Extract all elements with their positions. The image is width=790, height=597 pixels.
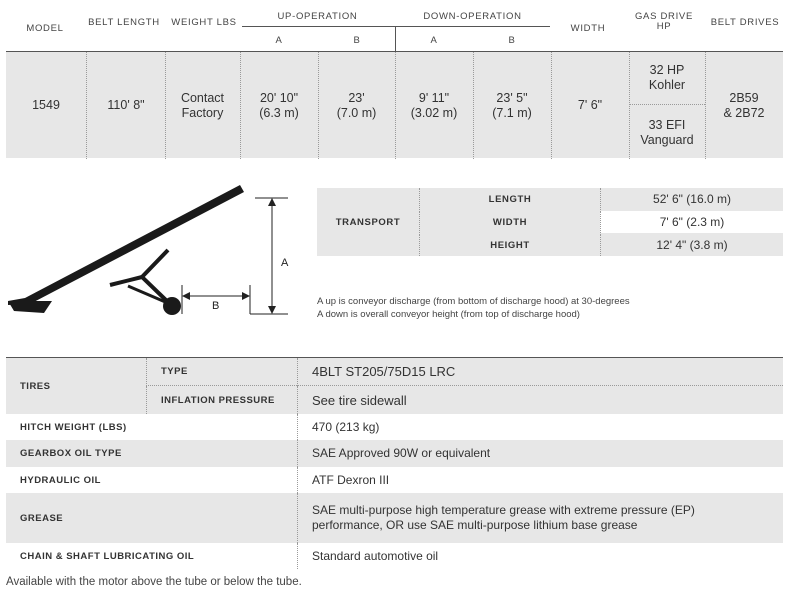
hitch-weight-value: 470 (213 kg)	[297, 414, 783, 440]
tires-type-value: 4BLT ST205/75D15 LRC	[297, 358, 783, 386]
dim-b-label: B	[212, 300, 220, 312]
header-down-operation: DOWN-OPERATION	[423, 11, 522, 22]
note-a-up: A up is conveyor discharge (from bottom of discharge hood) at 30-degrees	[317, 296, 630, 307]
header-model: MODEL	[26, 23, 64, 34]
dim-a-arrow-down	[268, 306, 276, 314]
cell-up-b	[318, 52, 395, 159]
gearbox-oil-value: SAE Approved 90W or equivalent	[297, 440, 783, 467]
cell-down-a-line2: (3.02 m)	[410, 105, 458, 120]
cell-up-a-line2: (6.3 m)	[259, 105, 299, 120]
transport-row-height	[419, 234, 783, 256]
grease-label: GREASE	[20, 512, 64, 524]
cell-down-b-line1: 23' 5"	[496, 90, 528, 105]
transport-value: 7' 6" (2.3 m)	[600, 211, 783, 233]
note-a-down: A down is overall conveyor height (from top of discharge hood)	[317, 309, 580, 320]
chain-oil-label: CHAIN & SHAFT LUBRICATING OIL	[20, 550, 195, 562]
header-belt-length: BELT LENGTH	[88, 17, 160, 28]
dim-a-label: A	[281, 257, 289, 269]
cell-up-b-line2: (7.0 m)	[336, 105, 377, 120]
header-up-a: A	[275, 35, 283, 46]
hydraulic-oil-label: HYDRAULIC OIL	[20, 474, 101, 486]
undercarriage-brace	[128, 286, 170, 304]
cell-weight	[165, 52, 240, 159]
undercarriage-strut	[110, 277, 142, 285]
cell-down-a	[395, 52, 473, 159]
tires-label: TIRES	[20, 380, 51, 392]
dim-b-arrow-left	[182, 292, 190, 300]
spec-row	[6, 51, 783, 158]
header-width: WIDTH	[570, 23, 606, 34]
tires-pressure-label: INFLATION PRESSURE	[146, 386, 297, 414]
transport-key: WIDTH	[419, 211, 600, 233]
undercarriage-arm	[142, 250, 170, 304]
spec-header	[6, 6, 783, 52]
hitch-weight-row	[6, 414, 783, 440]
transport-label: TRANSPORT	[335, 216, 401, 228]
conveyor-diagram	[0, 180, 300, 330]
cell-weight-line2: Factory	[181, 105, 224, 120]
cell-down-b	[473, 52, 551, 159]
transport-key: LENGTH	[419, 188, 600, 210]
wheel	[163, 297, 181, 315]
hydraulic-oil-value: ATF Dexron III	[297, 467, 783, 493]
header-gas-drive: GAS DRIVE HP	[634, 11, 694, 32]
tires-row	[6, 358, 783, 414]
footer-note: Available with the motor above the tube or below the tube.	[6, 576, 302, 588]
cell-model: 1549	[32, 98, 60, 112]
conveyor-hopper	[8, 301, 52, 313]
cell-belt-drives	[705, 52, 783, 159]
dim-b-arrow-right	[242, 292, 250, 300]
cell-gas-1-line2: Kohler	[648, 78, 686, 92]
grease-row	[6, 493, 783, 543]
conveyor-tube	[8, 185, 244, 305]
cell-gas-1-line1: 32 HP	[649, 63, 685, 77]
cell-gas-drive-2	[629, 106, 705, 159]
tires-type-label: TYPE	[146, 358, 297, 386]
cell-width: 7' 6"	[577, 98, 603, 112]
dim-a-arrow-up	[268, 198, 276, 206]
cell-up-a	[240, 52, 318, 159]
header-up-operation: UP-OPERATION	[277, 11, 358, 22]
transport-table	[317, 188, 783, 256]
cell-belt-drives-line2: & 2B72	[723, 105, 765, 120]
up-operation-rule	[242, 26, 395, 27]
chain-oil-value: Standard automotive oil	[297, 543, 783, 569]
header-down-b: B	[508, 35, 516, 46]
gearbox-oil-row	[6, 440, 783, 467]
down-operation-rule	[395, 26, 550, 27]
diagram-notes	[317, 295, 630, 321]
header-belt-drives: BELT DRIVES	[710, 17, 780, 28]
cell-down-b-line2: (7.1 m)	[492, 105, 532, 120]
cell-up-b-line1: 23'	[348, 90, 365, 105]
transport-row-length	[419, 188, 783, 210]
header-down-a: A	[430, 35, 438, 46]
header-weight: WEIGHT LBS	[171, 17, 237, 28]
cell-gas-2-line2: Vanguard	[640, 132, 694, 147]
cell-weight-line1: Contact	[180, 90, 225, 105]
gearbox-oil-label: GEARBOX OIL TYPE	[20, 448, 122, 459]
cell-belt-length: 110' 8"	[107, 98, 145, 112]
transport-value: 52' 6" (16.0 m)	[600, 188, 783, 210]
chain-oil-row	[6, 543, 783, 569]
tires-pressure-value: See tire sidewall	[297, 386, 783, 414]
spec-table	[6, 6, 783, 147]
header-up-b: B	[353, 35, 361, 46]
specs-bottom-table	[6, 357, 783, 569]
grease-value-line2: performance, OR use SAE multi-purpose lithium base grease	[312, 518, 638, 532]
cell-gas-2-line1: 33 EFI	[648, 117, 686, 132]
cell-up-a-line1: 20' 10"	[259, 90, 299, 105]
grease-value-line1: SAE multi-purpose high temperature grease with extreme pressure (EP)	[312, 503, 695, 517]
transport-value: 12' 4" (3.8 m)	[600, 234, 783, 256]
transport-key: HEIGHT	[419, 234, 600, 256]
cell-gas-drive-1	[629, 52, 705, 105]
cell-belt-drives-line1: 2B59	[729, 90, 759, 105]
grease-value	[297, 493, 783, 543]
transport-row-width	[419, 211, 783, 233]
hitch-weight-label: HITCH WEIGHT (LBS)	[20, 421, 127, 433]
hydraulic-oil-row	[6, 467, 783, 493]
cell-down-a-line1: 9' 11"	[418, 90, 450, 105]
